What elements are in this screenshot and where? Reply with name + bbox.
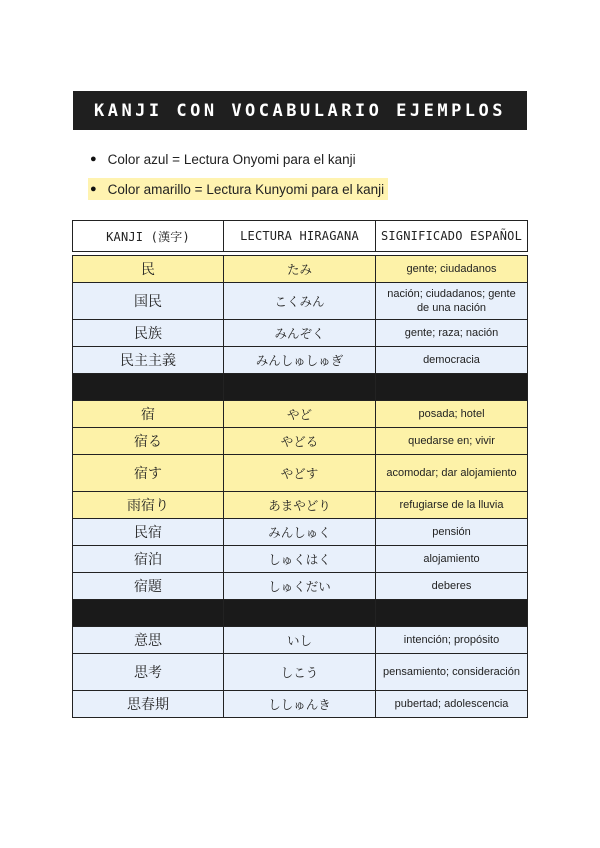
meaning-cell: gente; ciudadanos — [376, 256, 528, 283]
header-reading: LECTURA HIRAGANA — [224, 221, 376, 252]
meaning-cell: deberes — [376, 573, 528, 600]
table-row — [73, 627, 528, 654]
divider-cell — [376, 600, 528, 627]
meaning-cell: pensamiento; consideración — [376, 654, 528, 691]
kanji-cell: 宿す — [73, 455, 224, 492]
kanji-cell: 宿る — [73, 428, 224, 455]
vocabulary-table — [72, 220, 528, 718]
table-row — [73, 455, 528, 492]
reading-cell: みんしゅく — [224, 519, 376, 546]
reading-cell: やどる — [224, 428, 376, 455]
reading-cell: やど — [224, 401, 376, 428]
kanji-cell: 雨宿り — [73, 492, 224, 519]
kanji-cell: 民 — [73, 256, 224, 283]
divider-cell — [376, 374, 528, 401]
table-row — [73, 428, 528, 455]
table-row — [73, 573, 528, 600]
reading-cell: こくみん — [224, 283, 376, 320]
reading-cell: しこう — [224, 654, 376, 691]
legend-text: Color amarillo = Lectura Kunyomi para el kanji — [107, 181, 385, 197]
table-row — [73, 320, 528, 347]
legend-item-onyomi — [88, 148, 388, 170]
table-row — [73, 401, 528, 428]
kanji-cell: 宿泊 — [73, 546, 224, 573]
kanji-cell: 意思 — [73, 627, 224, 654]
meaning-cell: nación; ciudadanos; gente de una nación — [376, 283, 528, 320]
table-row — [73, 546, 528, 573]
meaning-cell: acomodar; dar alojamiento — [376, 455, 528, 492]
section-divider-row — [73, 374, 528, 401]
reading-cell: みんぞく — [224, 320, 376, 347]
section-divider-row — [73, 600, 528, 627]
meaning-cell: alojamiento — [376, 546, 528, 573]
table-row — [73, 691, 528, 718]
reading-cell: しゅくだい — [224, 573, 376, 600]
divider-cell — [224, 374, 376, 401]
meaning-cell: intención; propósito — [376, 627, 528, 654]
bullet-icon: ● — [90, 183, 97, 195]
meaning-cell: gente; raza; nación — [376, 320, 528, 347]
kanji-cell: 国民 — [73, 283, 224, 320]
table-row — [73, 256, 528, 283]
table-body — [73, 252, 528, 718]
meaning-cell: quedarse en; vivir — [376, 428, 528, 455]
meaning-cell: pubertad; adolescencia — [376, 691, 528, 718]
header-meaning: SIGNIFICADO ESPAÑOL — [376, 221, 528, 252]
kanji-cell: 宿 — [73, 401, 224, 428]
reading-cell: やどす — [224, 455, 376, 492]
kanji-cell: 思春期 — [73, 691, 224, 718]
meaning-cell: refugiarse de la lluvia — [376, 492, 528, 519]
kanji-cell: 思考 — [73, 654, 224, 691]
legend-item-kunyomi — [88, 178, 388, 200]
table-row — [73, 347, 528, 374]
meaning-cell: posada; hotel — [376, 401, 528, 428]
table-header-row — [73, 221, 528, 252]
table-row — [73, 283, 528, 320]
page-title: KANJI CON VOCABULARIO EJEMPLOS — [73, 91, 527, 130]
kanji-cell: 民族 — [73, 320, 224, 347]
reading-cell: みんしゅしゅぎ — [224, 347, 376, 374]
header-kanji: KANJI (漢字) — [73, 221, 224, 252]
bullet-icon: ● — [90, 153, 97, 165]
color-legend — [88, 148, 388, 208]
table-row — [73, 519, 528, 546]
meaning-cell: pensión — [376, 519, 528, 546]
meaning-cell: democracia — [376, 347, 528, 374]
reading-cell: たみ — [224, 256, 376, 283]
legend-text: Color azul = Lectura Onyomi para el kanji — [107, 151, 356, 167]
table-row — [73, 654, 528, 691]
reading-cell: あまやどり — [224, 492, 376, 519]
kanji-cell: 民主主義 — [73, 347, 224, 374]
divider-cell — [73, 600, 224, 627]
reading-cell: しゅくはく — [224, 546, 376, 573]
kanji-cell: 民宿 — [73, 519, 224, 546]
divider-cell — [73, 374, 224, 401]
reading-cell: いし — [224, 627, 376, 654]
kanji-cell: 宿題 — [73, 573, 224, 600]
table-row — [73, 492, 528, 519]
divider-cell — [224, 600, 376, 627]
reading-cell: ししゅんき — [224, 691, 376, 718]
